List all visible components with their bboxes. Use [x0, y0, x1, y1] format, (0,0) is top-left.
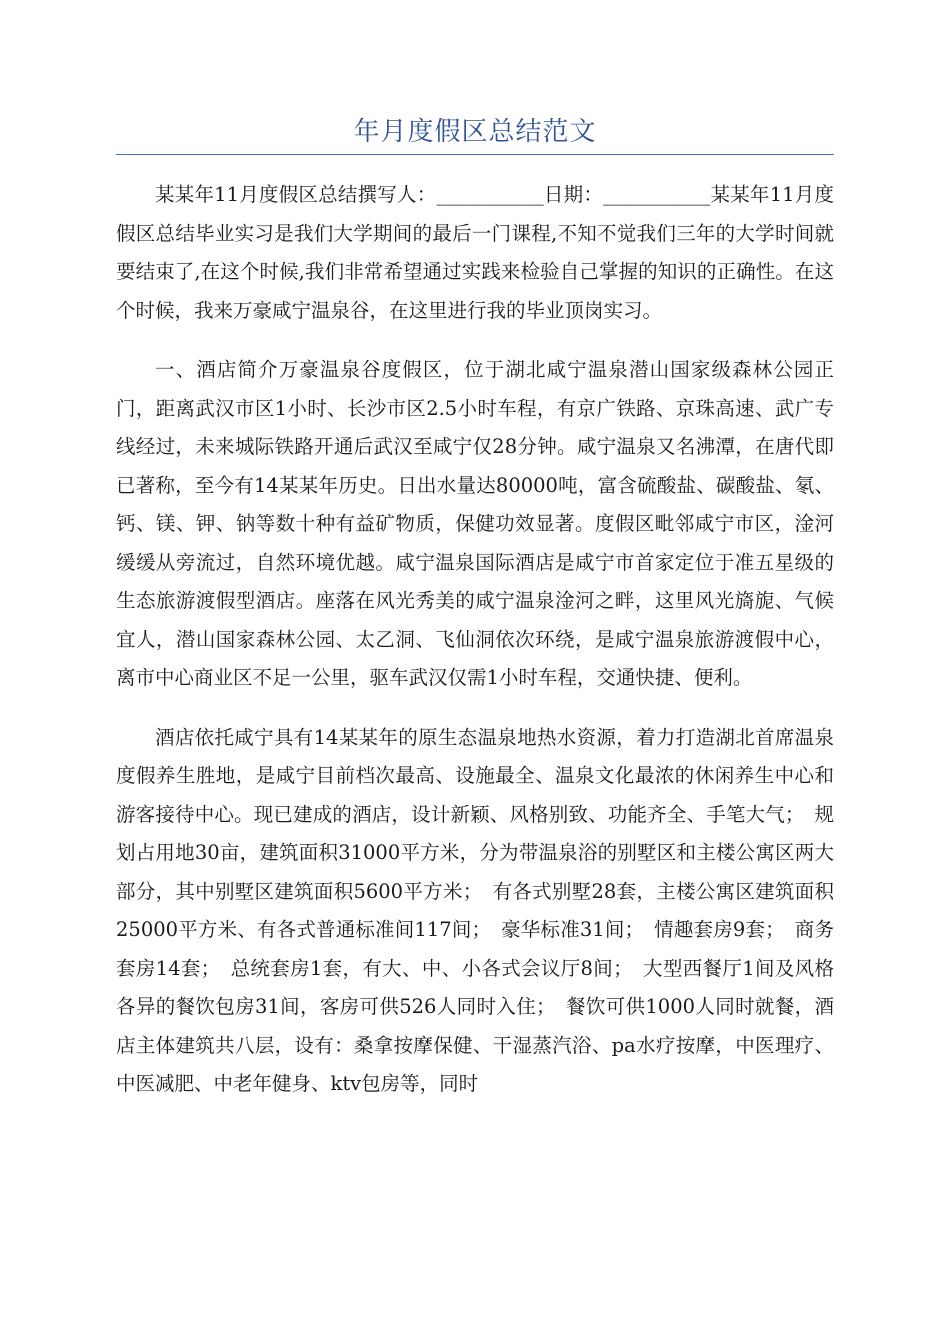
- title-underline: [116, 154, 834, 155]
- document-title: 年月度假区总结范文: [353, 117, 597, 147]
- paragraph-hotel-intro: 一、酒店简介万豪温泉谷度假区，位于湖北咸宁温泉潜山国家级森林公园正门，距离武汉市区1小时、长沙市区2.5小时车程，有京广铁路、京珠高速、武广专线经过，未来城际铁路开通后武汉至咸宁仅28分钟。咸宁温泉又名沸潭，在唐代即已著称，至今有14某某年历史。日出水量达80000吨，富含硫酸盐、碳酸盐、氡、钙、镁、钾、钠等数十种有益矿物质，保健功效显著。度假区毗邻咸宁市区，淦河缓缓从旁流过，自然环境优越。咸宁温泉国际酒店是咸宁市首家定位于准五星级的生态旅游渡假型酒店。座落在风光秀美的咸宁温泉淦河之畔，这里风光旖旎、气候宜人，潜山国家森林公园、太乙洞、飞仙洞依次环绕，是咸宁温泉旅游渡假中心，离市中心商业区不足一公里，驱车武汉仅需1小时车程，交通快捷、便利。: [116, 358, 834, 689]
- paragraph-hotel-facilities: 酒店依托咸宁具有14某某年的原生态温泉地热水资源，着力打造湖北首席温泉度假养生胜地，是咸宁目前档次最高、设施最全、温泉文化最浓的休闲养生中心和游客接待中心。现已建成的酒店，设计新颖、风格别致、功能齐全、手笔大气； 规划占用地30亩，建筑面积31000平方米，分为带温泉浴的别墅区和主楼公寓区两大部分，其中别墅区建筑面积5600平方米； 有各式别墅28套，主楼公寓区建筑面积25000平方米、有各式普通标准间117间； 豪华标准31间； 情趣套房9套； 商务套房14套； 总统套房1套，有大、中、小各式会议厅8间； 大型西餐厅1间及风格各异的餐饮包房31间，客房可供526人同时入住； 餐饮可供1000人同时就餐，酒店主体建筑共八层，设有：桑拿按摩保健、干湿蒸汽浴、pa水疗按摩，中医理疗、中医减肥、中老年健身、ktv包房等，同时: [116, 725, 834, 1095]
- paragraph-intro: 某某年11月度假区总结撰写人：___________日期：___________某某年11月度假区总结毕业实习是我们大学期间的最后一门课程,不知不觉我们三年的大学时间就要结束了,在这个时候,我们非常希望通过实践来检验自己掌握的知识的正确性。在这个时候，我来万豪咸宁温泉谷，在这里进行我的毕业顶岗实习。: [116, 183, 834, 322]
- document-body: [116, 176, 834, 1125]
